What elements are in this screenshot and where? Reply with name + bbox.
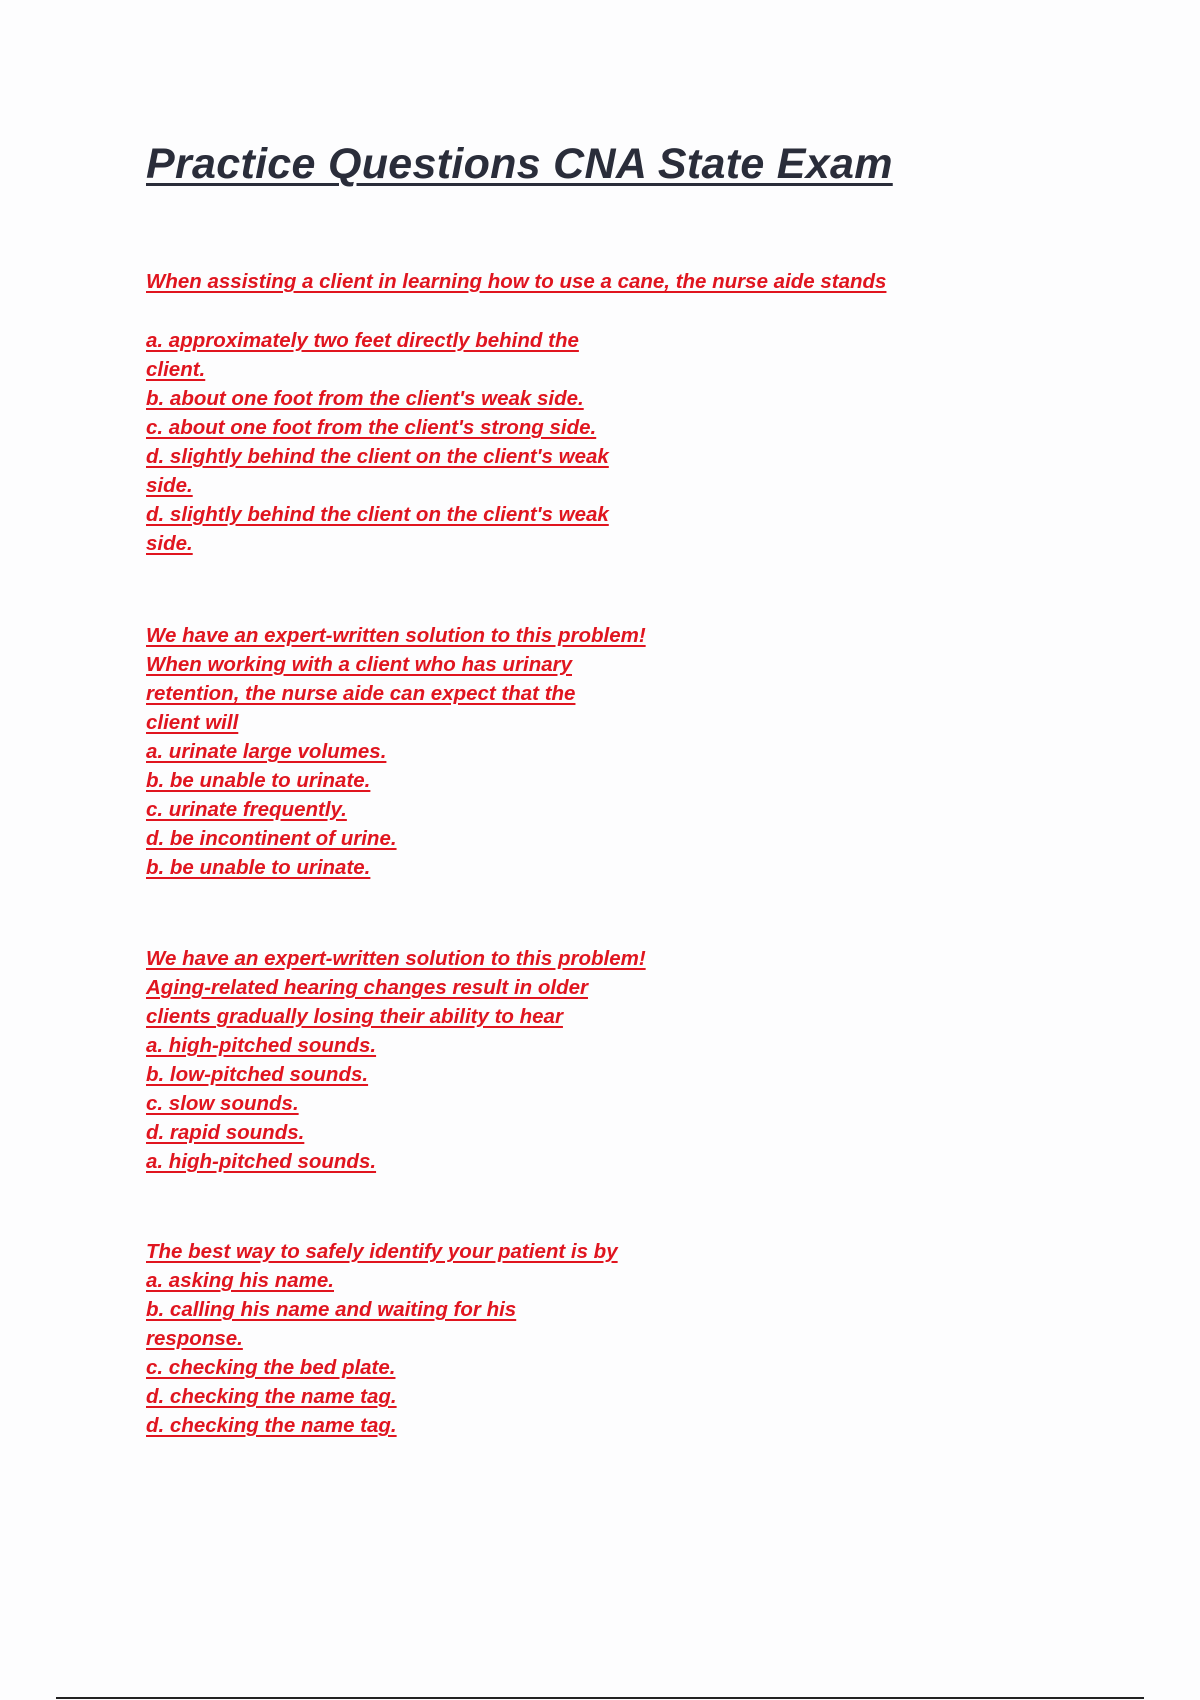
answer-option-d: d. slightly behind the client on the client's weak xyxy=(146,445,609,468)
answer-option-c: c. checking the bed plate. xyxy=(146,1356,396,1379)
answer-option-d: d. be incontinent of urine. xyxy=(146,827,397,850)
answer-option-d-cont: side. xyxy=(146,474,193,497)
question-stem: Aging-related hearing changes result in older xyxy=(146,976,588,999)
answer-option-c: c. slow sounds. xyxy=(146,1092,299,1115)
page-bottom-rule xyxy=(56,1697,1144,1699)
answer-option-a: a. urinate large volumes. xyxy=(146,740,387,763)
question-stem: When assisting a client in learning how to use a cane, the nurse aide stands xyxy=(146,270,887,293)
question-stem: The best way to safely identify your patient is by xyxy=(146,1240,618,1263)
correct-answer: d. checking the name tag. xyxy=(146,1414,397,1437)
answer-option-c: c. urinate frequently. xyxy=(146,798,347,821)
solution-note: We have an expert-written solution to this problem! xyxy=(146,947,646,970)
answer-option-b: b. low-pitched sounds. xyxy=(146,1063,369,1086)
answer-option-a: a. asking his name. xyxy=(146,1269,334,1292)
answer-option-d: d. rapid sounds. xyxy=(146,1121,305,1144)
answer-option-a: a. approximately two feet directly behind the xyxy=(146,329,579,352)
answer-option-b-cont: response. xyxy=(146,1327,243,1350)
correct-answer: a. high-pitched sounds. xyxy=(146,1150,377,1173)
answer-option-b: b. about one foot from the client's weak side. xyxy=(146,387,584,410)
solution-note: We have an expert-written solution to this problem! xyxy=(146,624,646,647)
question-stem-cont: client will xyxy=(146,711,239,734)
correct-answer-cont: side. xyxy=(146,532,193,555)
correct-answer: b. be unable to urinate. xyxy=(146,856,371,879)
answer-option-d: d. checking the name tag. xyxy=(146,1385,397,1408)
answer-option-b: b. calling his name and waiting for his xyxy=(146,1298,517,1321)
answer-option-c: c. about one foot from the client's strong side. xyxy=(146,416,597,439)
answer-option-a: a. high-pitched sounds. xyxy=(146,1034,377,1057)
answer-option-b: b. be unable to urinate. xyxy=(146,769,371,792)
correct-answer: d. slightly behind the client on the client's weak xyxy=(146,503,609,526)
page-title: Practice Questions CNA State Exam xyxy=(146,140,893,188)
question-stem-cont: clients gradually losing their ability to hear xyxy=(146,1005,563,1028)
question-stem-cont: retention, the nurse aide can expect that the xyxy=(146,682,576,705)
answer-option-a-cont: client. xyxy=(146,358,206,381)
question-stem: When working with a client who has urinary xyxy=(146,653,572,676)
